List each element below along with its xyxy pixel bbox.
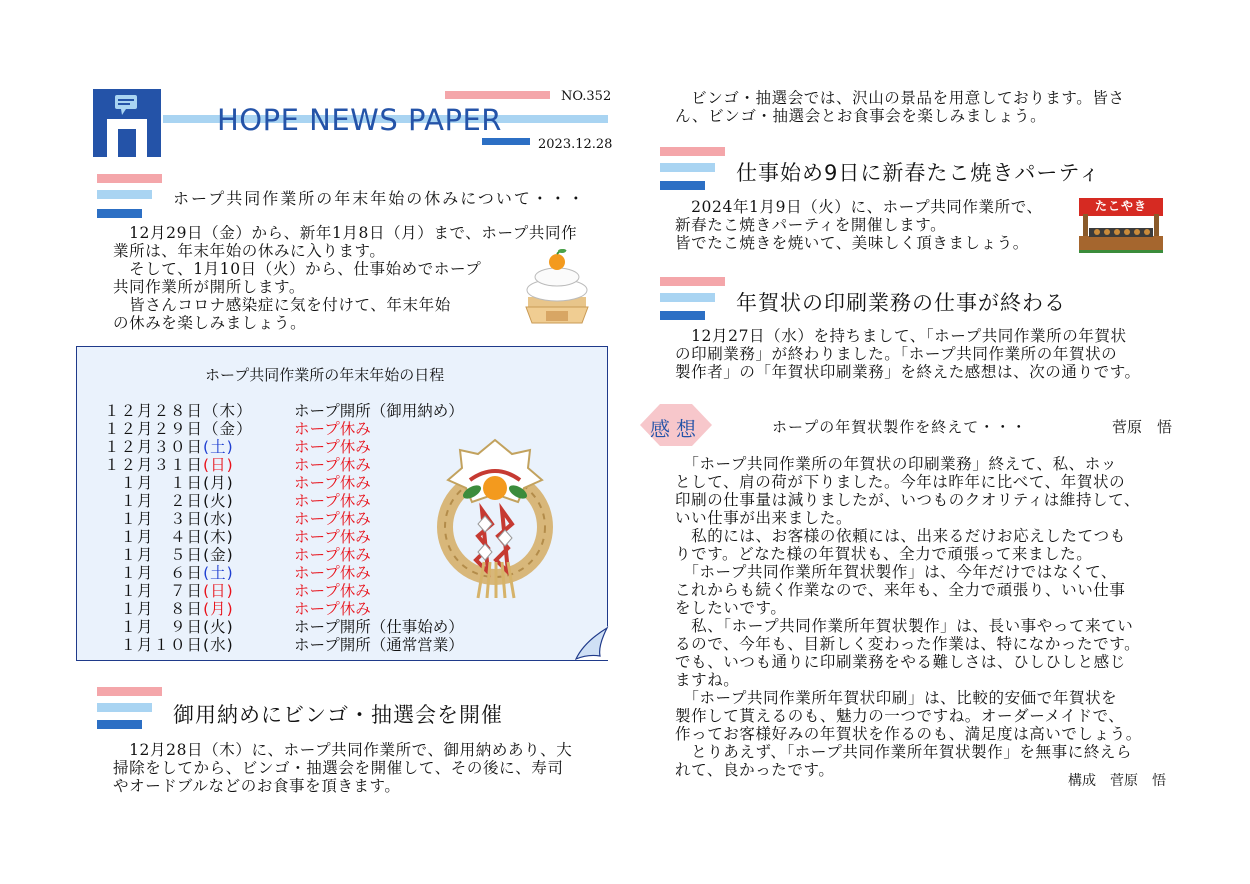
schedule-month: １２月 (104, 456, 154, 474)
takoyaki-sign: たこやき (1094, 199, 1147, 213)
schedule-status: ホープ休み (294, 456, 371, 474)
schedule-day: ３日 (170, 510, 204, 528)
schedule-date (104, 474, 294, 492)
schedule-weekday: (土) (203, 564, 234, 582)
section2-continued-body: ビンゴ・抽選会では、沢山の景品を用意しております。皆さ ん、ビンゴ・抽選会とお食事会を楽しみましょう。 (675, 89, 1125, 125)
schedule-status: ホープ開所（仕事始め） (294, 618, 464, 636)
schedule-row (104, 636, 504, 654)
schedule-date (104, 600, 294, 618)
schedule-date (104, 636, 294, 654)
schedule-status: ホープ休み (294, 474, 371, 492)
schedule-day: ３１日 (153, 456, 204, 474)
schedule-date (104, 438, 294, 456)
schedule-date (104, 420, 294, 438)
schedule-date (104, 456, 294, 474)
schedule-weekday: (日) (203, 456, 234, 474)
schedule-month: １月 (120, 582, 154, 600)
schedule-weekday: (月) (203, 474, 234, 492)
section4-body: 12月27日（水）を持ちまして、「ホープ共同作業所の年賀状 の印刷業務」が終わりました。「ホープ共同作業所の年賀状の 製作者」の「年賀状印刷業務」を終えた感想は、次の通りです。 (675, 327, 1141, 381)
schedule-day: ４日 (170, 528, 204, 546)
schedule-day: ６日 (170, 564, 204, 582)
schedule-month: １月 (120, 564, 154, 582)
schedule-date (104, 510, 294, 528)
schedule-title: ホープ共同作業所の年末年始の日程 (205, 366, 445, 384)
schedule-month: １月 (120, 492, 154, 510)
curled-page-corner-icon (574, 626, 610, 662)
schedule-status: ホープ開所（通常営業） (294, 636, 464, 654)
section1-title: ホープ共同作業所の年末年始の休みについて・・・ (173, 189, 586, 208)
schedule-weekday: (金) (203, 546, 234, 564)
schedule-weekday: (月) (203, 600, 234, 618)
schedule-weekday: (日) (203, 582, 234, 600)
schedule-status: ホープ休み (294, 582, 371, 600)
schedule-weekday: (土) (203, 438, 234, 456)
schedule-day: ８日 (170, 600, 204, 618)
newspaper-title: HOPE NEWS PAPER (217, 103, 502, 137)
schedule-month: １月 (120, 636, 154, 654)
schedule-day: ２９日 (153, 420, 204, 438)
schedule-status: ホープ休み (294, 564, 371, 582)
schedule-status: ホープ休み (294, 510, 371, 528)
schedule-date (104, 492, 294, 510)
section2-pink-bar (97, 687, 162, 696)
schedule-row (104, 600, 504, 618)
schedule-month: １月 (120, 510, 154, 528)
section4-title: 年賀状の印刷業務の仕事が終わる (736, 291, 1066, 315)
section3-body: 2024年1月9日（火）に、ホープ共同作業所で、 新春たこ焼きパーティを開催します。 皆でたこ焼きを焼いて、美味しく頂きましょう。 (675, 198, 1043, 252)
schedule-row (104, 402, 504, 420)
section1-blue-bar (97, 209, 142, 218)
section3-blue-bar (660, 181, 705, 190)
section1-body: 12月29日（金）から、新年1月8日（月）まで、ホープ共同作 業所は、年末年始の休みに入ります。 そして、1月10日（火）から、仕事始めでホープ 共同作業所が開所します。 皆さんコロナ感染症に気を付けて、年末年始 の休みを楽しみましょう。 (113, 224, 578, 332)
schedule-status: ホープ休み (294, 420, 371, 438)
schedule-status: ホープ休み (294, 528, 371, 546)
schedule-month: １２月 (104, 420, 154, 438)
schedule-weekday: （金） (203, 420, 253, 438)
schedule-status: ホープ休み (294, 492, 371, 510)
section1-pink-bar (97, 174, 162, 183)
section3-lightblue-bar (660, 163, 715, 172)
schedule-date (104, 402, 294, 420)
section4-blue-bar (660, 311, 705, 320)
schedule-weekday: (火) (203, 618, 234, 636)
schedule-month: １月 (120, 600, 154, 618)
schedule-status: ホープ休み (294, 600, 371, 618)
takoyaki-stall-icon (1077, 196, 1165, 254)
issue-date: 2023.12.28 (538, 137, 613, 152)
schedule-day: １日 (170, 474, 204, 492)
schedule-day: １０日 (153, 636, 204, 654)
schedule-month: １２月 (104, 402, 154, 420)
section2-lightblue-bar (97, 703, 152, 712)
schedule-day: ５日 (170, 546, 204, 564)
section2-body: 12月28日（木）に、ホープ共同作業所で、御用納めあり、大 掃除をしてから、ビンゴ・抽選会を開催して、その後に、寿司 やオードブルなどのお食事を頂きます。 (113, 741, 573, 795)
schedule-date (104, 582, 294, 600)
schedule-date (104, 528, 294, 546)
header-pink-bar (445, 91, 550, 99)
schedule-date (104, 564, 294, 582)
schedule-status: ホープ開所（御用納め） (294, 402, 464, 420)
kagami-mochi-icon (522, 245, 592, 325)
schedule-month: １２月 (104, 438, 154, 456)
schedule-day: ９日 (170, 618, 204, 636)
schedule-weekday: (水) (203, 636, 234, 654)
section4-lightblue-bar (660, 293, 715, 302)
impression-title: ホープの年賀状製作を終えて・・・ (772, 418, 1028, 436)
schedule-weekday: （木） (203, 402, 253, 420)
section3-title: 仕事始め9日に新春たこ焼きパーティ (736, 161, 1101, 185)
impression-badge-label: 感想 (650, 417, 702, 441)
schedule-row (104, 618, 504, 636)
impression-body: 「ホープ共同作業所の年賀状の印刷業務」終えて、私、ホッ として、肩の荷が下りました。今年は昨年に比べて、年賀状の 印刷の仕事量は減りましたが、いつものクオリティは維持して、 いい仕事が出来ました。 私的には、お客様の依頼には、出来るだけお応えしたてつも りです。どなた様の年賀状も、全力で頑張って来ました。 「ホープ共同作業所年賀状製作」は、今年だけではなくて、 これからも続く作業なので、来年も、全力で頑張り、いい仕事 をしたいです。 私、「ホープ共同作業所年賀状製作」は、長い事やって来てい るので、今年も、目新しく変わった作業は、特になかったです。 でも、いつも通りに印刷業務をやる難しさは、ひしひしと感じ ますね。 「ホープ共同作業所年賀状印刷」は、比較的安価で年賀状を 製作して貰えるのも、魅力の一つですね。オーダーメイドで、 作ってお客様好みの年賀状を作るのも、満足度は高いでしょう。 とりあえず、「ホープ共同作業所年賀状製作」を無事に終えら れて、良かったです。 (675, 455, 1142, 779)
schedule-date (104, 618, 294, 636)
section1-lightblue-bar (97, 190, 152, 199)
schedule-day: ７日 (170, 582, 204, 600)
impression-badge (640, 404, 712, 446)
section2-blue-bar (97, 720, 142, 729)
schedule-day: ２８日 (153, 402, 204, 420)
schedule-day: ２日 (170, 492, 204, 510)
hope-logo-icon (93, 89, 161, 157)
schedule-status: ホープ休み (294, 546, 371, 564)
schedule-date (104, 546, 294, 564)
schedule-day: ３０日 (153, 438, 204, 456)
impression-author: 菅原 悟 (1112, 418, 1173, 436)
section4-pink-bar (660, 277, 725, 286)
schedule-weekday: (木) (203, 528, 234, 546)
section3-pink-bar (660, 147, 725, 156)
schedule-weekday: (火) (203, 492, 234, 510)
schedule-month: １月 (120, 528, 154, 546)
schedule-month: １月 (120, 474, 154, 492)
header-blue-bar (482, 138, 530, 145)
issue-number: NO.352 (561, 89, 612, 104)
schedule-month: １月 (120, 618, 154, 636)
schedule-weekday: (水) (203, 510, 234, 528)
schedule-month: １月 (120, 546, 154, 564)
schedule-status: ホープ休み (294, 438, 371, 456)
impression-credit: 構成 菅原 悟 (1068, 773, 1166, 789)
shimekazari-icon (430, 432, 560, 602)
section2-title: 御用納めにビンゴ・抽選会を開催 (173, 703, 503, 727)
